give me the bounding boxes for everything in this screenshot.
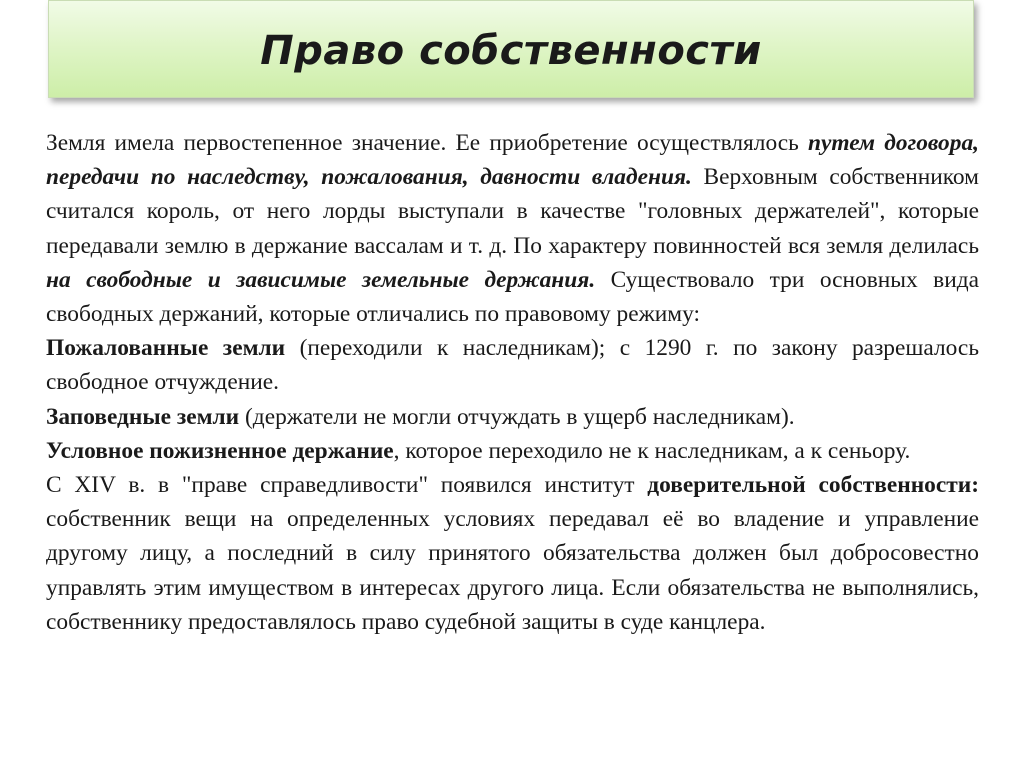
term-label: Условное пожизненное держание	[46, 437, 394, 464]
slide-title: Право собственности	[260, 28, 762, 74]
text-segment: собственник вещи на определенных условиях передавал её во владение и управление другому лицу, а последний в силу принятого обязательства должен был добросовестно управлять этим имуществом в интересах другого лица. Если обязательства не выполнялись, собственнику предоставлялось право судебной защиты в суде канцлера.	[46, 506, 979, 635]
title-banner	[48, 0, 974, 98]
text-segment: Верховным собственником считался король, от него лорды выступали в качестве "головных держателей", которые передавали землю в держание вассалам и т. д. По характеру повинностей вся земля делилась	[46, 164, 979, 259]
paragraph-trust-ownership	[46, 468, 979, 639]
term-label: доверительной собственности:	[647, 472, 979, 499]
paragraph-granted-lands	[46, 331, 979, 399]
text-segment-emphasis: на свободные и зависимые земельные держания.	[46, 266, 596, 293]
text-segment-emphasis: путем договора, передачи по наследству, пожалования, давности владения.	[46, 130, 979, 191]
text-segment: Существовало три основных вида свободных держаний, которые отличались по правовому режиму:	[46, 266, 979, 328]
slide-body	[46, 126, 979, 639]
paragraph-conditional-tenure	[46, 434, 979, 468]
text-segment: (держатели не могли отчуждать в ущерб наследникам).	[239, 403, 795, 430]
paragraph-land-acquisition	[46, 126, 979, 331]
term-label: Пожалованные земли	[46, 335, 286, 362]
text-segment: С XIV в. в "праве справедливости" появился институт	[46, 472, 648, 499]
term-label: Заповедные земли	[46, 403, 240, 430]
text-segment: Земля имела первостепенное значение. Ее приобретение осуществлялось	[46, 130, 808, 156]
text-segment: (переходили к наследникам); с 1290 г. по закону разрешалось свободное отчуждение.	[46, 335, 979, 396]
text-segment: , которое переходило не к наследникам, а к сеньору.	[393, 437, 911, 464]
paragraph-reserved-lands	[46, 400, 979, 434]
